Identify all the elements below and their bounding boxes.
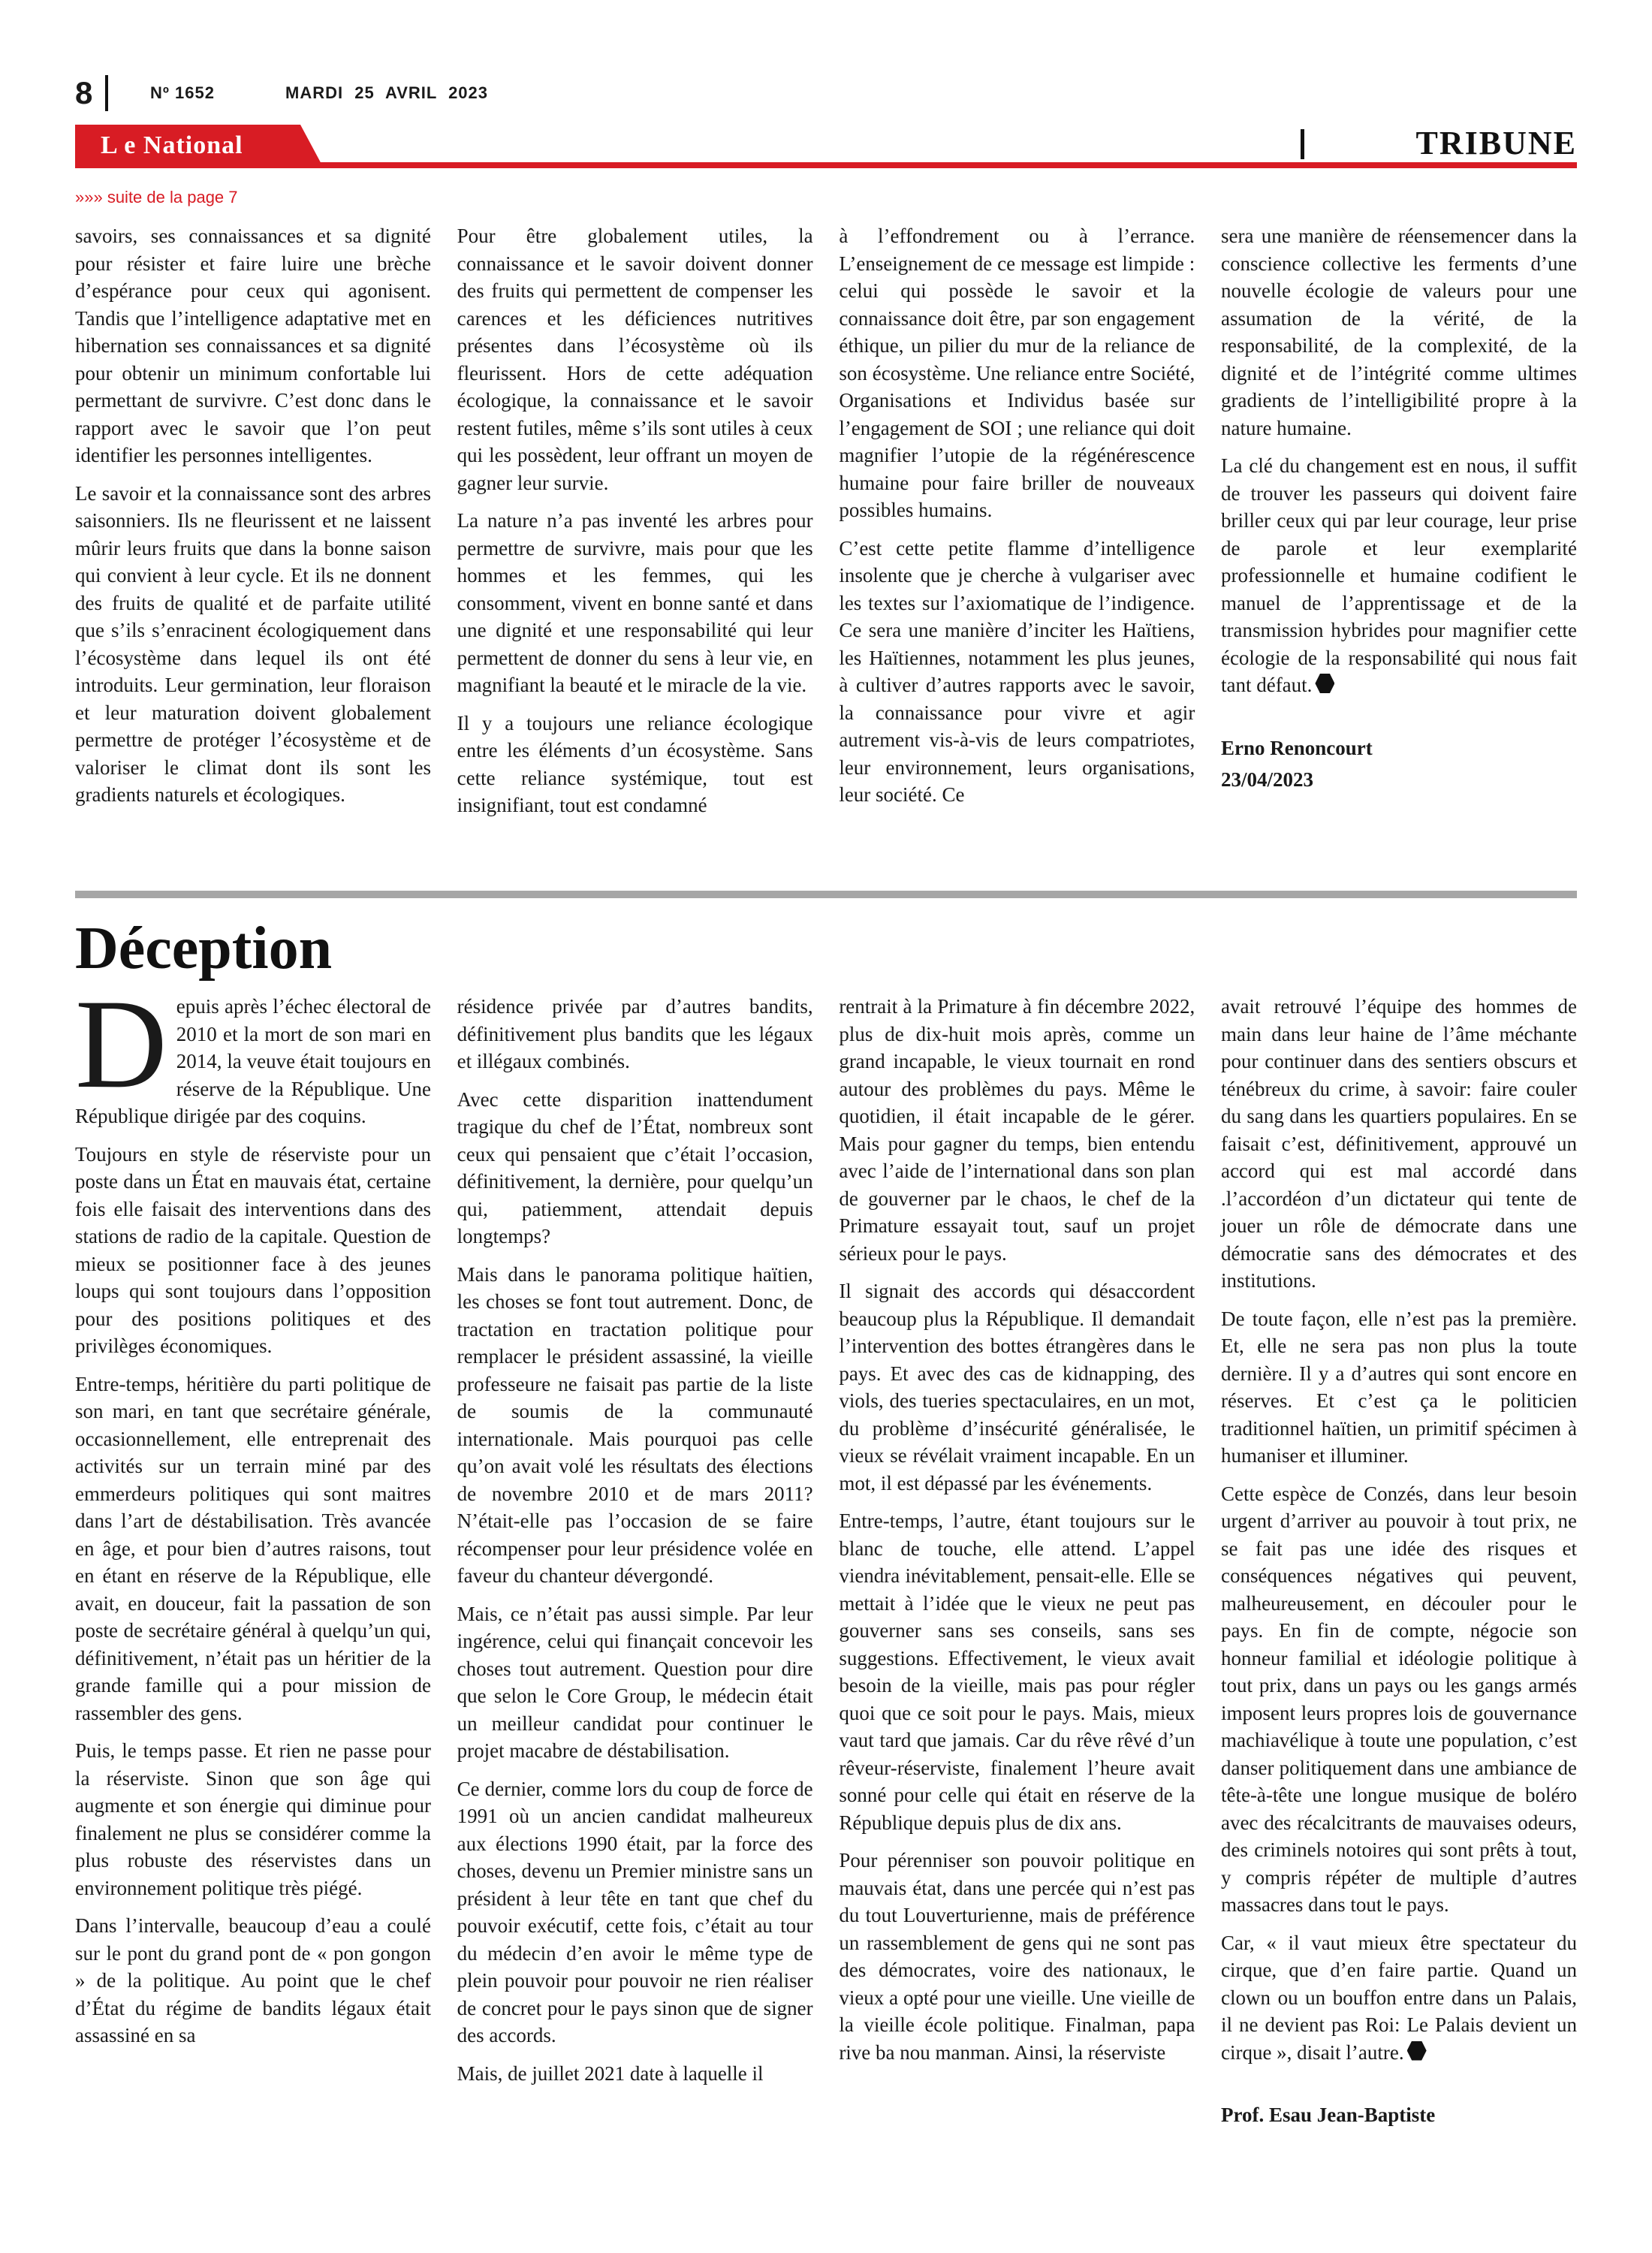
paragraph: Mais, de juillet 2021 date à laquelle il xyxy=(457,2061,764,2085)
paragraph: savoirs, ses connaissances et sa dignité pour résister et faire luire une brèche d’espérance pour ceux qui agonisent. Tandis que l’intelligence adaptative met en hibernation ses connaissances et sa dignité pour obtenir un minimum confortable lui permettant de survivre. C’est donc dans le rapport avec le savoir que l’on peut identifier les personnes intelligentes. xyxy=(75,225,431,466)
article-continued xyxy=(75,222,1577,880)
signature-block xyxy=(1221,2099,1577,2131)
paragraph: résidence privée par d’autres bandits, définitivement plus bandits que les légaux et illégaux combinés. xyxy=(457,995,813,1072)
page-number-divider xyxy=(105,75,108,111)
article-headline: Déception xyxy=(75,915,333,982)
article-date: 23/04/2023 xyxy=(1220,768,1313,791)
article2-column-4 xyxy=(1221,993,1577,2224)
paragraph: Puis, le temps passe. Et rien ne passe pour la réserviste. Sinon que son âge qui augmente et son énergie qui diminue pour finalement ne plus se considérer comme la plus robuste des réservistes dans un environnement politique très piégé. xyxy=(75,1739,431,1899)
paragraph xyxy=(1221,452,1577,699)
paragraph: Toujours en style de réserviste pour un poste dans un État en mauvais état, certaine fois elle faisait des interventions dans des stations de radio de la capitale. Question de mieux se positionner face à des jeunes loups qui sont toujours dans l’opposition pour des positions politiques et des privilèges économiques. xyxy=(75,1142,431,1357)
paragraph: Mais, ce n’était pas aussi simple. Par leur ingérence, celui qui finançait concevoir les choses tout autrement. Question pour dire que selon le Core Group, le médecin était un meilleur candidat pour continuer le projet macabre de déstabilisation. xyxy=(457,1602,813,1762)
brand-bar xyxy=(75,125,1577,170)
paragraph: sera une manière de réensemencer dans la conscience collective les ferments d’une nouvelle écologie de valeurs pour une assumation de la vérité, de la responsabilité, de la complexité, de la dignité et de l’intégrité comme ultimes gradients de l’intelligibilité propre à la nature humaine. xyxy=(1220,225,1577,439)
paragraph: rentrait à la Primature à fin décembre 2022, plus de dix-huit mois après, comme un grand incapable, le vieux tournait en rond autour des problèmes du pays. Même le quotidien, il était incapable de le gérer. Mais pour gagner du temps, bien entendu avec l’aide de l’international dans son plan de gouverner par le chaos, le chef de la Primature essayait tout, sauf un projet sérieux pour le pays. xyxy=(839,995,1195,1265)
article-deception xyxy=(75,973,1577,2224)
signature-block xyxy=(1221,732,1577,795)
dateline: MARDI 25 AVRIL 2023 xyxy=(285,83,489,102)
end-of-article-icon xyxy=(1407,2041,1427,2061)
paragraph: Dans l’intervalle, beaucoup d’eau a coulé sur le pont du grand pont de « pon gongon » de la politique. Au point que le chef d’État du régime de bandits légaux était assassiné en sa xyxy=(75,1914,431,2046)
author-name: Prof. Esau Jean-Baptiste xyxy=(1220,2104,1436,2126)
continuation-note: »»» suite de la page 7 xyxy=(75,188,238,207)
paragraph: C’est cette petite flamme d’intelligence insolente que je cherche à vulgariser avec les textes sur l’axiomatique de l’indigence. Ce sera une manière d’inciter les Haïtiens, les Haïtiennes, notamment les plus jeunes, à cultiver d’autres rapports avec le savoir, la connaissance pour vivre et agir autrement vis-à-vis de leurs compatriotes, leur environnement, leurs organisations, leur société. Ce xyxy=(839,536,1195,806)
brand-rule xyxy=(75,162,1577,168)
article1-column-1 xyxy=(75,222,431,880)
section-label: TRIBUNE xyxy=(1415,125,1577,161)
paragraph: Entre-temps, l’autre, étant toujours sur le blanc de touche, elle attend. L’appel viendra inévitablement, pensait-elle. Elle se mettait à l’idée que le vieux ne peut pas gouverner sans ses conseils, sans ses suggestions. Effectivement, le vieux avait besoin de la vieille, mais pas pour régler quoi que ce soit pour le pays. Mais, mieux vaut tard que jamais. Car du rêve rêvé d’un rêveur-réserviste, finalement l’heure avait sonné pour celle qui était en réserve de la République depuis plus de dix ans. xyxy=(839,1510,1195,1834)
paragraph: Mais dans le panorama politique haïtien, les choses se font tout autrement. Donc, de tractation en tractation politique pour remplacer le président assassiné, la vieille professeure ne faisait pas partie de la liste de soumis de la communauté internationale. Mais pourquoi pas celle qu’on avait volé les résultats des élections de novembre 2010 et de mars 2011? N’était-elle pas l’occasion de se faire récompenser pour leur présidence volée en faveur du chanteur dévergondé. xyxy=(457,1262,813,1587)
author-name: Erno Renoncourt xyxy=(1220,736,1373,759)
paragraph: Pour être globalement utiles, la connaissance et le savoir doivent donner des fruits qui permettent de compenser les carences et les déficiences nutritives présentes dans l’écosystème où ils fleurissent. Hors de cette adéquation écologique, la connaissance et le savoir restent futiles, même s’ils sont utiles à ceux qui les possèdent, leur offrant un moyen de gagner leur survie. xyxy=(457,225,813,494)
paragraph: De toute façon, elle n’est pas la première. Et, elle ne sera pas non plus la toute dernière. Il y a d’autres qui sont encore en réserves. Et c’est ça le politicien traditionnel haïtien, un primitif spécimen à humaniser et illuminer. xyxy=(1220,1307,1577,1467)
paragraph: avait retrouvé l’équipe des hommes de main dans leur haine de l’âme méchante pour continuer dans des sentiers obscurs et ténébreux du crime, à savoir: faire couler du sang dans les quartiers populaires. En se faisait c’est, définitivement, approuvé un accord qui est mal accordé dans .l’accordéon d’un dictateur qui tente de jouer un rôle de démocrate dans une démocratie sans des démocrates et des institutions. xyxy=(1220,995,1577,1292)
article-divider xyxy=(75,891,1577,898)
paragraph: Ce dernier, comme lors du coup de force de 1991 où un ancien candidat malheureux aux élections 1990 était, par la force des choses, devenu un Premier ministre sans un président à leur tête en tant que chef du pouvoir exécutif, cette fois, c’était au tour du médecin d’en avoir le même type de plein pouvoir pour pouvoir ne rien réaliser de concret pour le pays sinon que de signer des accords. xyxy=(457,1777,813,2046)
section-divider xyxy=(1301,129,1304,159)
article2-column-3 xyxy=(839,993,1195,2224)
paragraph: Pour pérenniser son pouvoir politique en mauvais état, dans une percée qui n’est pas du tout Louverturienne, mais de préférence un rassemblement de gens qui ne sont pas des démocrates, voire des nationaux, le vieux a opté pour une vieille. Une vieille de la vieille école politique. Finalman, papa rive ba nou manman. Ainsi, la réserviste xyxy=(839,1849,1195,2064)
article1-column-4 xyxy=(1221,222,1577,880)
paragraph xyxy=(1221,1929,1577,2067)
paragraph: Il signait des accords qui désaccordent beaucoup plus la République. Il demandait l’intervention des bottes étrangères dans le pays. Et avec des cas de kidnapping, des viols, des tueries spectaculaires, en un mot, du problème d’insécurité généralisée, le vieux se révélait vraiment incapable. En un mot, il est dépassé par les événements. xyxy=(839,1280,1195,1494)
article2-column-1 xyxy=(75,973,431,2224)
issue-number: Nº 1652 xyxy=(150,83,215,102)
paragraph: Cette espèce de Conzés, dans leur besoin urgent d’arriver au pouvoir à tout prix, ne se fait pas une idée des risques et conséquences négatives qui peuvent, malheureusement, en découler pour le pays. En fin de compte, négocie son honneur familial et idéologie politique à tout prix, dans un pays ou les gangs armés imposent leurs propres lois de gouvernance machiavélique à toute une population, c’est danser politiquement dans une ambiance de tête-à-tête une longue musique de boléro avec des récalcitrants de mauvaises odeurs, des criminels notoires qui sont prêts à tout, y compris répéter de multiple d’autres massacres dans tout le pays. xyxy=(1220,1482,1577,1916)
page-number: 8 xyxy=(75,75,93,110)
paragraph: La nature n’a pas inventé les arbres pour permettre de survivre, mais pour que les hommes et les femmes, qui les consomment, vivent en bonne santé et dans une dignité et une responsabilité qui leur permettent de donner du sens à leur vie, en magnifiant la beauté et le miracle de la vie. xyxy=(457,509,813,696)
paragraph: Entre-temps, héritière du parti politique de son mari, en tant que secrétaire générale, occasionnellement, elle entreprenait des activités sur un terrain miné par des emmerdeurs politiques qui sont maitres dans l’art de déstabilisation. Très avancée en âge, et pour bien d’autres raisons, tout en étant en réserve de la République, elle avait, en douceur, fait la passation de son poste de secrétaire général à quelqu’un qui, définitivement, n’était pas un héritier de la grande famille qui a pour mission de rassembler des gens. xyxy=(75,1372,431,1724)
newspaper-logo: L e National xyxy=(101,131,243,159)
paragraph: à l’effondrement ou à l’errance. L’enseignement de ce message est limpide : celui qui possède le savoir et la connaissance doit être, par son engagement éthique, un pilier du mur de la reliance de son écosystème. Une reliance entre Société, Organisations et Individus basée sur l’engagement de SOI ; une reliance qui doit magnifier l’utopie de la régénérescence humaine pour faire briller de nouveaux possibles humains. xyxy=(839,225,1195,521)
paragraph-text: Car, « il vaut mieux être spectateur du cirque, que d’en faire partie. Quand un clown ou un bouffon entre dans un Palais, il ne devient pas Roi: Le Palais devient un cirque », disait l’autre. xyxy=(1220,1931,1577,2064)
end-of-article-icon xyxy=(1315,674,1334,693)
article2-column-2 xyxy=(457,993,813,2224)
article1-column-2 xyxy=(457,222,813,880)
lead-text: epuis après l’échec électoral de 2010 et la mort de son mari en 2014, la veuve était toujours en réserve de la République. Une République dirigée par des coquins. xyxy=(75,995,431,1127)
lead-paragraph xyxy=(75,973,431,1130)
paragraph: Avec cette disparition inattendument tragique du chef de l’État, nombreux sont ceux qui pensaient que c’était l’occasion, définitivement, la dernière, pour quelqu’un qui, patiemment, attendait depuis longtemps? xyxy=(457,1087,813,1247)
paragraph: Le savoir et la connaissance sont des arbres saisonniers. Ils ne fleurissent et ne laissent mûrir leurs fruits que dans la bonne saison qui convient à leur cycle. Et ils ne donnent des fruits de qualité et de parfaite utilité que s’ils s’enracinent écologiquement dans l’écosystème dans lequel ils ont été introduits. Leur germination, leur floraison et leur maturation doivent globalement permettre de protéger l’écosystème et de valoriser le climat dont ils sont les gradients naturels et écologiques. xyxy=(75,481,431,806)
paragraph-text: La clé du changement est en nous, il suffit de trouver les passeurs qui doivent faire briller ceux qui par leur courage, leur prise de parole et leur exemplarité professionnelle et humaine codifient le manuel de l’apprentissage et de la transmission hybrides pour magnifier cette écologie de la responsabilité qui nous fait tant défaut. xyxy=(1220,454,1577,696)
drop-cap: D xyxy=(75,973,167,1114)
article1-column-3 xyxy=(839,222,1195,880)
paragraph: Il y a toujours une reliance écologique entre les éléments d’un écosystème. Sans cette reliance systémique, tout est insignifiant, tout est condamné xyxy=(457,711,813,816)
masthead xyxy=(75,71,1577,116)
